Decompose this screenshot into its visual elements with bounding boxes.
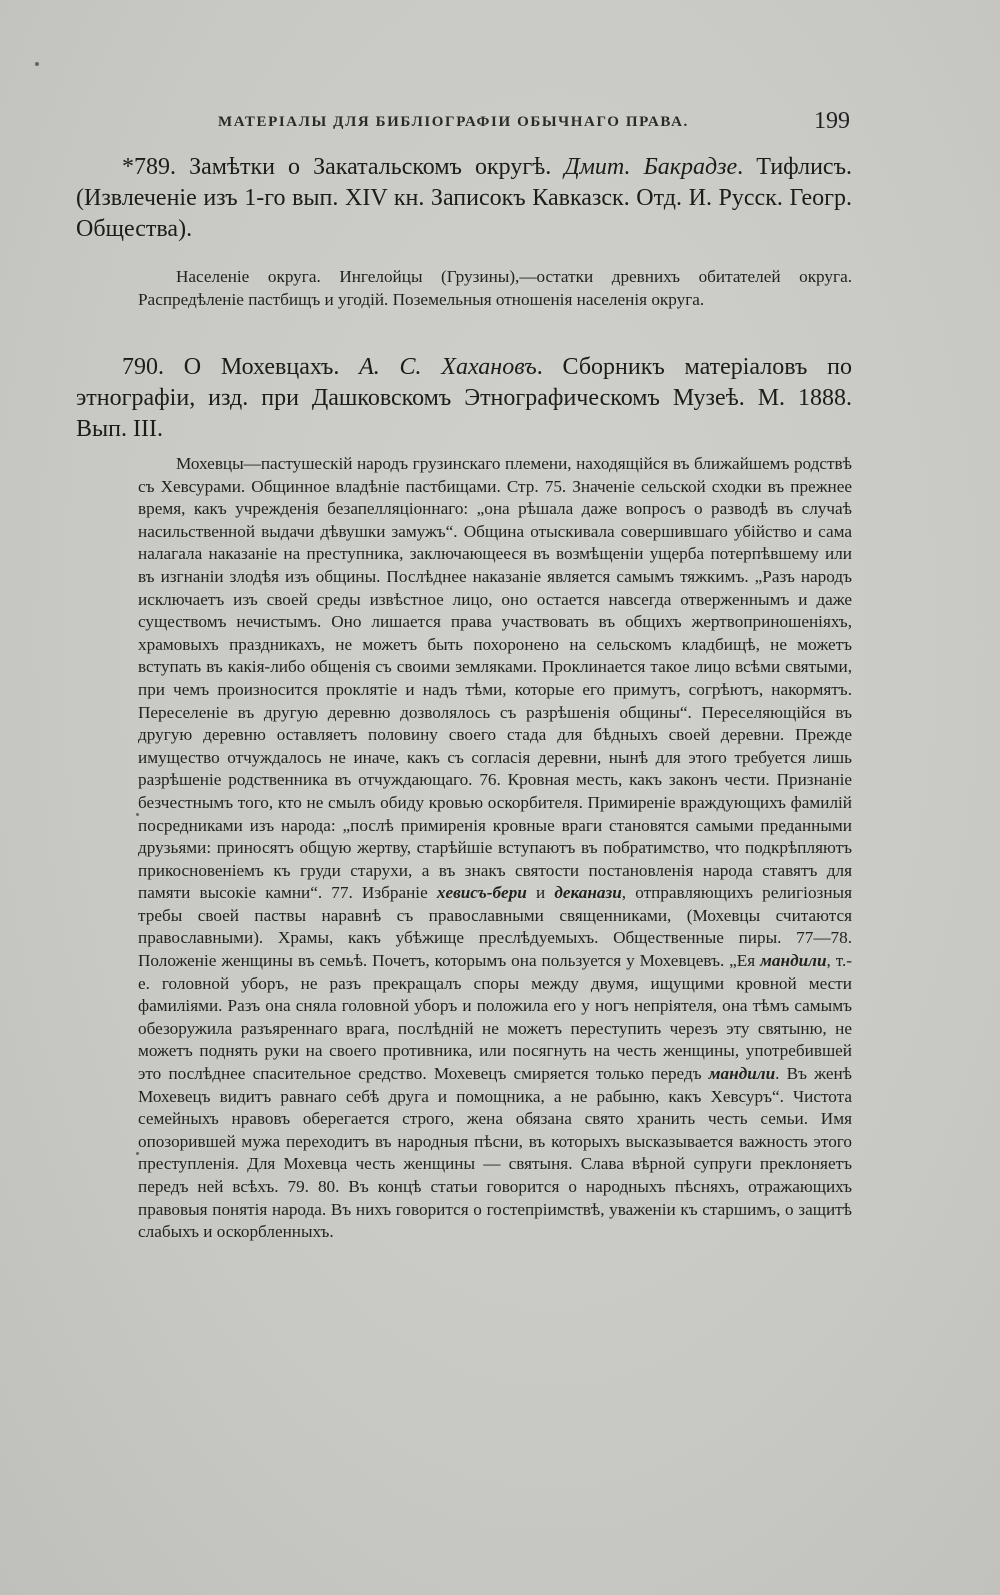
annotation-text: , т.-е. головной уборъ, не разъ прекращалъ споры между двумя, ищущими кровной мести фамиліями. Разъ она сняла головной уборъ и положила его у ногъ непріятеля, она тѣмъ самымъ обезоружила разъяреннаго врага, послѣдній не можетъ переступить черезъ эту святыню, не можетъ поднять руки на своего противника, или посягнуть на честь женщины, употребившей это послѣднее спасительное средство. Мохевецъ смиряется только передъ (138, 951, 852, 1084)
entry-author: Дмит. Бакрадзе (564, 154, 738, 180)
annotation-term: деканази (554, 883, 622, 903)
entry-title: Замѣтки о Закатальскомъ округѣ. (176, 154, 565, 180)
entry-author: А. С. Хахановъ (359, 354, 537, 380)
annotation-text: . Въ женѣ Мохевецъ видитъ равнаго себѣ друга и помощника, а не рабыню, какъ Хевсуръ“. Чистота семейныхъ нравовъ оберегается строго, жена обязана свято хранить честь семьи. Имя опозорившей мужа переходитъ въ народныя пѣсни, въ которыхъ высказывается важность этого преступленія. Для Мохевца честь женщины — святыня. Слава вѣрной супруги преклоняетъ передъ ней всѣхъ. 79. 80. Въ концѣ статьи говорится о народныхъ пѣсняхъ, отражающихъ правовыя понятія народа. Въ нихъ говорится о гостепріимствѣ, уваженіи къ старшимъ, о защитѣ слабыхъ и оскорбленныхъ. (138, 1064, 852, 1242)
annotation-text: Населеніе округа. Ингелойцы (Грузины),—остатки древнихъ обитателей округа. Распредѣленіе пастбищъ и угодій. Поземельныя отношенія населенія округа. (138, 267, 852, 309)
annotation-text: , отправляющихъ религіозныя требы своей паствы наравнѣ съ православными священниками, (Мохевцы считаются православными). Храмы, какъ убѣжище преслѣдуемыхъ. Общественные пиры. 77—78. Положеніе женщины въ семьѣ. Почетъ, которымъ она пользуется у Мохевцевъ. „Ея (138, 883, 852, 971)
page-header (218, 108, 850, 138)
annotation-term: мандили (760, 951, 827, 971)
scan-speck (136, 813, 139, 816)
annotation-text: Мохевцы—пастушескій народъ грузинскаго племени, находящійся въ ближайшемъ родствѣ съ Хевсурами. Общинное владѣніе пастбищами. Стр. 75. Значеніе сельской сходки въ прежнее время, какъ учрежденія безапелляціоннаго: „она рѣшала даже вопросъ о разводѣ въ случаѣ насильственной выдачи дѣвушки замужъ“. Община отыскивала совершившаго убійство и сама налагала наказаніе на преступника, заключающееся въ возмѣщеніи ущерба потерпѣвшему или въ изгнаніи злодѣя изъ общины. Послѣднее наказаніе является самымъ тяжкимъ. „Разъ народъ исключаетъ изъ своей среды извѣстное лицо, оно остается навсегда отверженнымъ и даже существомъ нечистымъ. Оно лишается права участвовать въ общихъ жертвоприношеніяхъ, храмовыхъ праздникахъ, не можетъ быть похоронено на сельскомъ кладбищѣ, не можетъ вступать въ какія-либо общенія съ своими земляками. Проклинается такое лицо всѣми святыми, при чемъ произносится проклятіе и надъ тѣми, которые его примутъ, согрѣютъ, накормятъ. Переселеніе въ другую деревню дозволялось съ разрѣшенія общины“. Переселяющійся въ другую деревню оставляетъ половину своего стада для бѣдныхъ своей деревни. Прежде имущество отчуждалось не иначе, какъ съ согласія деревни, нынѣ для этого требуется лишь разрѣшеніе родственника въ отчуждающаго. 76. Кровная месть, какъ законъ чести. Признаніе безчестнымъ того, кто не смылъ обиду кровью оскорбителя. Примиреніе враждующихъ фамилій посредниками изъ народа: „послѣ примиренія кровные враги становятся самыми преданными друзьями: приносятъ общую жертву, старѣйшіе вступаютъ въ побратимство, что подкрѣпляютъ прикосновеніемъ къ груди старухи, а въ знакъ святости постановленія народа ставятъ для памяти высокіе камни“. 77. Избраніе (138, 454, 852, 903)
entry-publication: . Тифлисъ. (Извлеченіе изъ 1-го вып. XIV кн. Записокъ Кавказск. Отд. И. Русск. Геогр. Общества). (76, 154, 852, 242)
entry-annotation-790 (138, 453, 852, 1244)
bibliography-entry-790 (76, 352, 852, 445)
entry-annotation-789 (138, 266, 852, 311)
page-number: 199 (814, 108, 850, 134)
annotation-text: и (526, 883, 555, 903)
entry-publication: . Сборникъ матеріаловъ по этнографіи, изд. при Дашковскомъ Этнографическомъ Музеѣ. М. 1888. Вып. III. (76, 354, 852, 442)
entry-number: *789. (122, 154, 176, 180)
entry-title: О Мохевцахъ. (164, 354, 360, 380)
annotation-term: хевисъ-бери (436, 883, 527, 903)
bibliography-entry-789 (76, 152, 852, 245)
scan-speck (136, 1152, 139, 1155)
scan-speck (35, 62, 39, 66)
entry-number: 790. (122, 354, 164, 380)
annotation-term: мандили (708, 1064, 776, 1084)
running-title: МАТЕРІАЛЫ ДЛЯ БИБЛІОГРАФІИ ОБЫЧНАГО ПРАВА. (218, 114, 689, 130)
